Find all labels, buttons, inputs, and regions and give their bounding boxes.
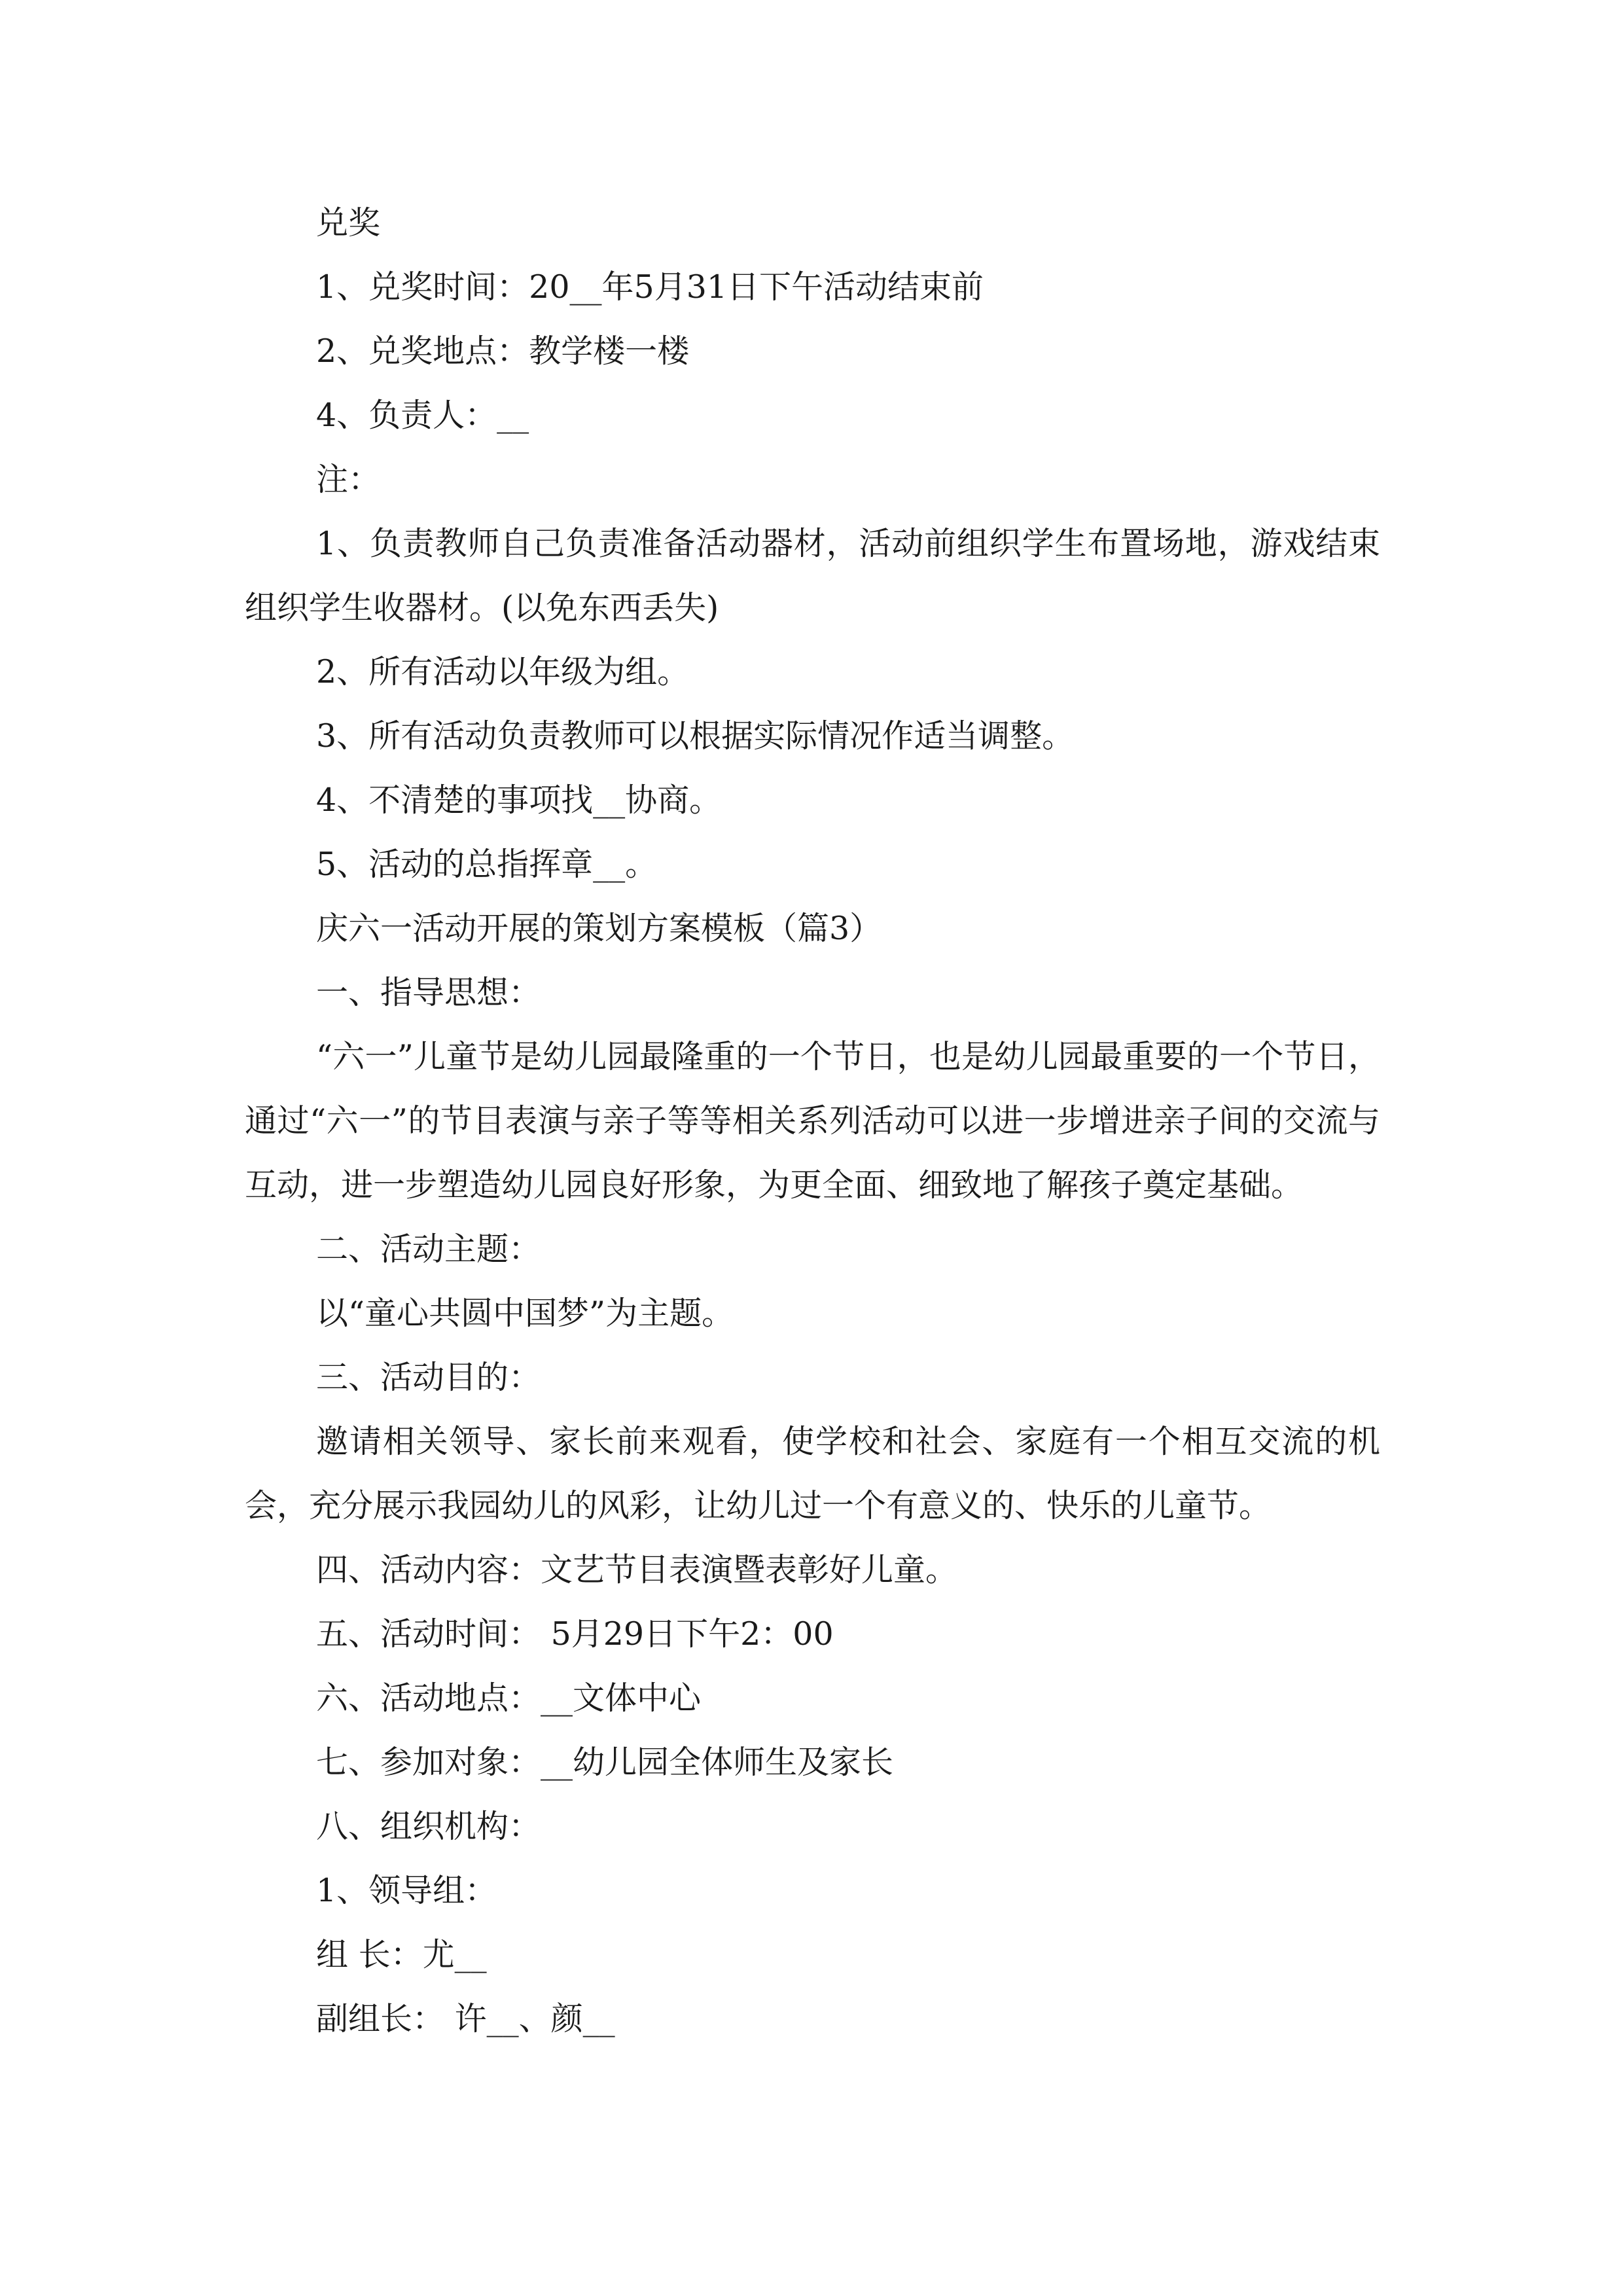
- note-item-5: 5、活动的总指挥章__。: [316, 846, 658, 883]
- note-item-2: 2、所有活动以年级为组。: [316, 653, 690, 691]
- theme-text: 以“童心共圆中国梦”为主题。: [316, 1295, 734, 1332]
- theme-heading: 二、活动主题：: [316, 1230, 541, 1268]
- plan-title: 庆六一活动开展的策划方案模板（篇3）: [316, 910, 882, 947]
- award-time: 1、兑奖时间：20__年5月31日下午活动结束前: [316, 268, 984, 306]
- note-item-3: 3、所有活动负责教师可以根据实际情况作适当调整。: [316, 717, 1075, 755]
- guiding-ideology-heading: 一、指导思想：: [316, 974, 541, 1011]
- award-person-in-charge: 4、负责人：__: [316, 397, 529, 434]
- group-leader: 组 长：尤__: [316, 1936, 487, 1973]
- note-item-1: 1、负责教师自己负责准备活动器材，活动前组织学生布置场地，游戏结束组织学生收器材。(以免东西丢失): [245, 525, 1380, 626]
- section-heading-award: 兑奖: [316, 204, 381, 242]
- activity-content: 四、活动内容：文艺节目表演暨表彰好儿童。: [316, 1551, 958, 1588]
- organization-heading: 八、组织机构：: [316, 1808, 541, 1845]
- leadership-group: 1、领导组：: [316, 1872, 497, 1909]
- notes-heading: 注：: [316, 461, 381, 498]
- document-body: [245, 191, 1380, 2051]
- activity-time: 五、活动时间： 5月29日下午2：00: [316, 1615, 834, 1653]
- guiding-ideology-text: “六一”儿童节是幼儿园最隆重的一个节日，也是幼儿园最重要的一个节日，通过“六一”的节目表演与亲子等等相关系列活动可以进一步增进亲子间的交流与互动，进一步塑造幼儿园良好形象，为更全面、细致地了解孩子奠定基础。: [245, 1038, 1380, 1204]
- participants: 七、参加对象：__幼儿园全体师生及家长: [316, 1744, 894, 1781]
- activity-location: 六、活动地点：__文体中心: [316, 1679, 702, 1717]
- award-location: 2、兑奖地点：教学楼一楼: [316, 332, 690, 370]
- note-item-4: 4、不清楚的事项找__协商。: [316, 781, 722, 819]
- purpose-heading: 三、活动目的：: [316, 1359, 541, 1396]
- purpose-text: 邀请相关领导、家长前来观看，使学校和社会、家庭有一个相互交流的机会，充分展示我园幼儿的风彩，让幼儿过一个有意义的、快乐的儿童节。: [245, 1423, 1380, 1524]
- deputy-group-leaders: 副组长： 许__、颜__: [316, 2000, 615, 2037]
